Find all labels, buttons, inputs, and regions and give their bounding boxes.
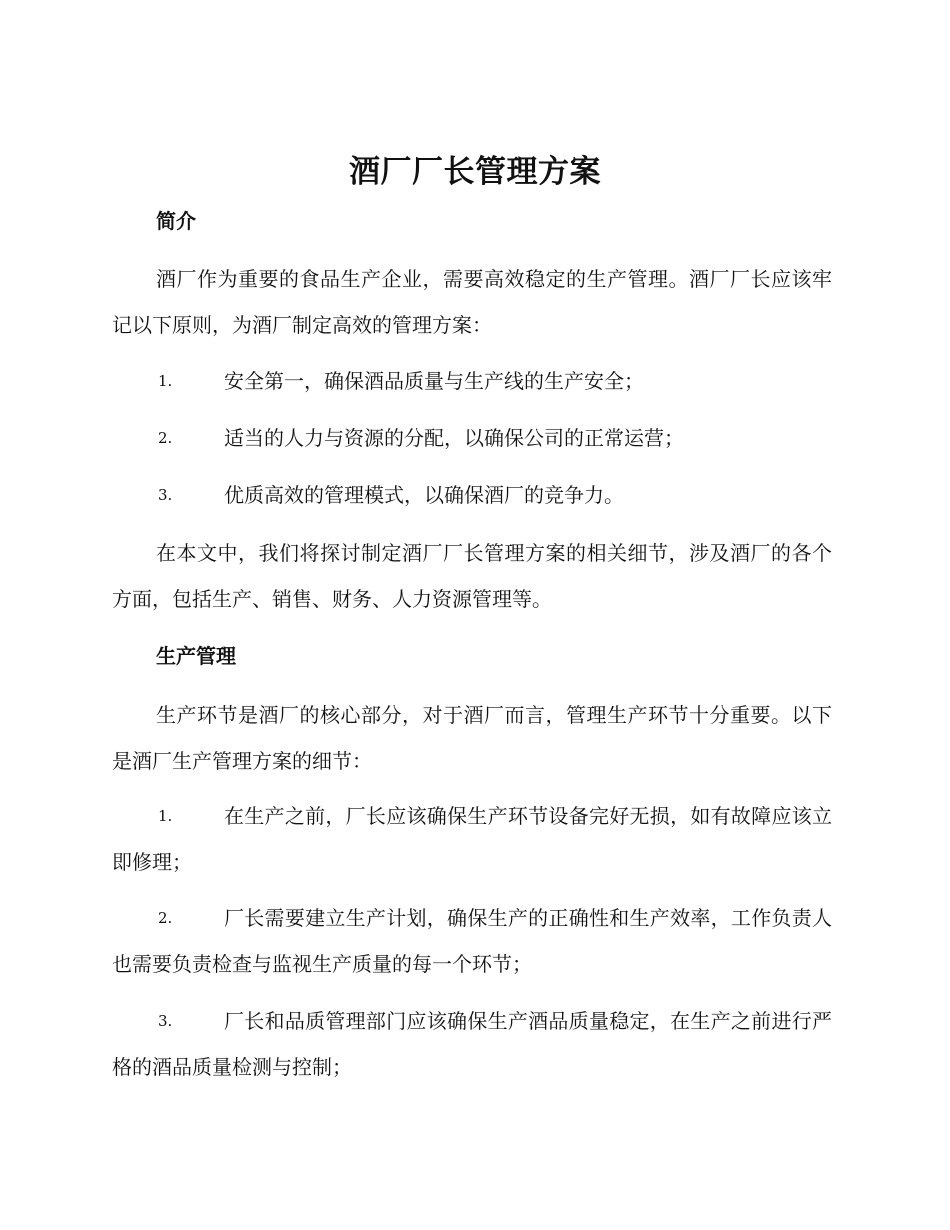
section-heading-production: 生产管理 [156,644,236,668]
list-number: 2. [158,429,173,447]
section-heading-intro: 简介 [156,209,196,233]
list-number: 3. [158,486,173,504]
list-item: 安全第一，确保酒品质量与生产线的生产安全； [224,369,644,393]
list-number: 1. [158,372,173,390]
intro-closing-paragraph: 在本文中，我们将探讨制定酒厂厂长管理方案的相关细节，涉及酒厂的各个方面，包括生产、销售、财务、人力资源管理等。 [112,541,832,611]
list-item: 在生产之前，厂长应该确保生产环节设备完好无损，如有故障应该立即修理； [112,804,832,874]
list-number: 2. [158,909,173,927]
list-item: 优质高效的管理模式，以确保酒厂的竞争力。 [224,483,624,507]
intro-paragraph: 酒厂作为重要的食品生产企业，需要高效稳定的生产管理。酒厂厂长应该牢记以下原则，为酒厂制定高效的管理方案： [112,267,832,337]
production-intro-paragraph: 生产环节是酒厂的核心部分，对于酒厂而言，管理生产环节十分重要。以下是酒厂生产管理方案的细节： [112,703,832,773]
list-item: 厂长和品质管理部门应该确保生产酒品质量稳定，在生产之前进行严格的酒品质量检测与控制； [112,1009,832,1079]
document-title: 酒厂厂长管理方案 [349,154,601,190]
list-item: 厂长需要建立生产计划，确保生产的正确性和生产效率，工作负责人也需要负责检查与监视生产质量的每一个环节； [112,906,832,976]
list-number: 1. [158,807,173,825]
list-number: 3. [158,1012,173,1030]
list-item: 适当的人力与资源的分配，以确保公司的正常运营； [224,426,684,450]
